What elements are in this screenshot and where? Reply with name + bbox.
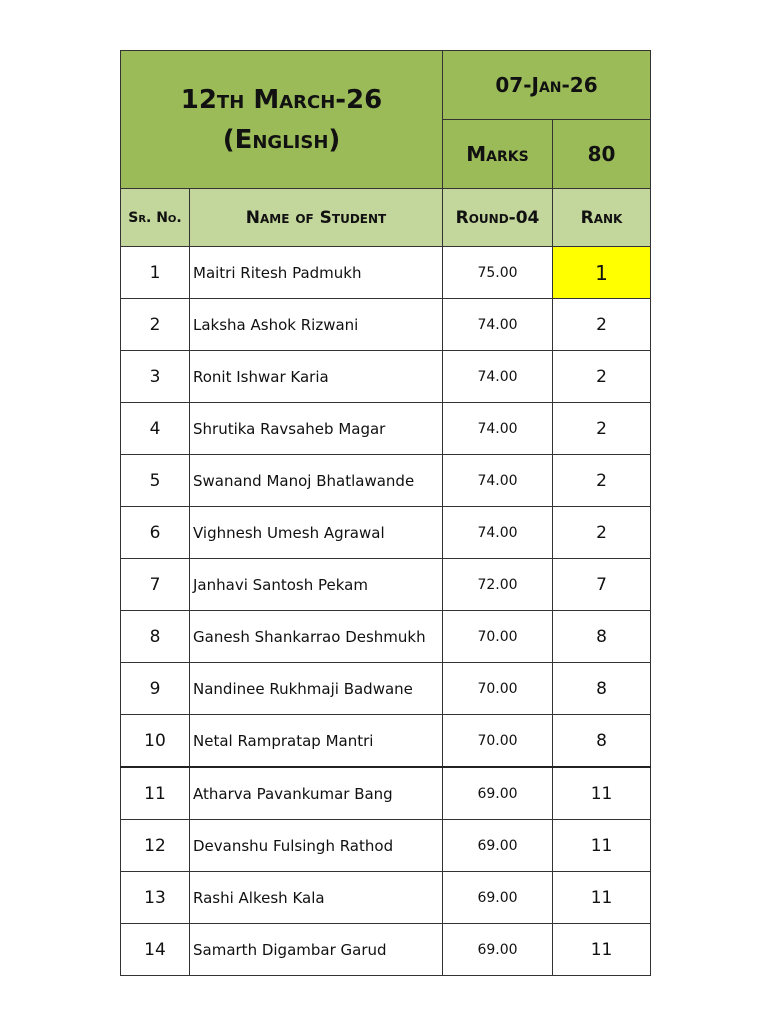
- table-row: [121, 455, 651, 507]
- sr-no-cell: 1: [121, 247, 190, 299]
- sr-no-cell: 10: [121, 715, 190, 768]
- sr-no-cell: 3: [121, 351, 190, 403]
- sr-no-cell: 6: [121, 507, 190, 559]
- table-row: [121, 403, 651, 455]
- exam-title-line1: 12th March-26: [180, 84, 383, 115]
- marks-cell: 69.00: [443, 767, 553, 820]
- sr-no-cell: 8: [121, 611, 190, 663]
- exam-title-line2: (English): [222, 124, 341, 155]
- table-row: [121, 924, 651, 976]
- rank-cell: 8: [553, 715, 651, 768]
- exam-title: [121, 51, 443, 189]
- table-row: [121, 767, 651, 820]
- marks-cell: 74.00: [443, 507, 553, 559]
- sr-no-cell: 7: [121, 559, 190, 611]
- exam-date: 07-Jan-26: [443, 51, 651, 120]
- rank-cell: 2: [553, 351, 651, 403]
- col-header-round: Round-04: [443, 189, 553, 247]
- marks-cell: 74.00: [443, 351, 553, 403]
- table-row: [121, 351, 651, 403]
- student-name-cell: Atharva Pavankumar Bang: [190, 767, 443, 820]
- student-name-cell: Maitri Ritesh Padmukh: [190, 247, 443, 299]
- sr-no-cell: 5: [121, 455, 190, 507]
- rank-cell: 11: [553, 820, 651, 872]
- student-name-cell: Laksha Ashok Rizwani: [190, 299, 443, 351]
- table-row: [121, 663, 651, 715]
- marks-cell: 69.00: [443, 820, 553, 872]
- sr-no-cell: 4: [121, 403, 190, 455]
- student-name-cell: Shrutika Ravsaheb Magar: [190, 403, 443, 455]
- marks-cell: 69.00: [443, 924, 553, 976]
- sr-no-cell: 11: [121, 767, 190, 820]
- marks-cell: 70.00: [443, 611, 553, 663]
- col-header-name: Name of Student: [190, 189, 443, 247]
- marks-cell: 74.00: [443, 403, 553, 455]
- student-name-cell: Nandinee Rukhmaji Badwane: [190, 663, 443, 715]
- rank-cell: 8: [553, 663, 651, 715]
- table-row: [121, 715, 651, 768]
- col-header-rank: Rank: [553, 189, 651, 247]
- rank-cell: 2: [553, 455, 651, 507]
- marks-total: 80: [553, 120, 651, 189]
- table-row: [121, 507, 651, 559]
- rank-cell: 7: [553, 559, 651, 611]
- rank-cell: 11: [553, 767, 651, 820]
- student-name-cell: Samarth Digambar Garud: [190, 924, 443, 976]
- marks-cell: 69.00: [443, 872, 553, 924]
- rank-cell: 8: [553, 611, 651, 663]
- student-name-cell: Swanand Manoj Bhatlawande: [190, 455, 443, 507]
- student-name-cell: Netal Rampratap Mantri: [190, 715, 443, 768]
- student-name-cell: Janhavi Santosh Pekam: [190, 559, 443, 611]
- sr-no-cell: 12: [121, 820, 190, 872]
- student-name-cell: Devanshu Fulsingh Rathod: [190, 820, 443, 872]
- sr-no-cell: 14: [121, 924, 190, 976]
- table-row: [121, 299, 651, 351]
- student-name-cell: Ronit Ishwar Karia: [190, 351, 443, 403]
- col-header-sr-no: Sr. No.: [121, 189, 190, 247]
- rank-cell: 11: [553, 924, 651, 976]
- marks-cell: 74.00: [443, 455, 553, 507]
- student-name-cell: Rashi Alkesh Kala: [190, 872, 443, 924]
- table-row: [121, 820, 651, 872]
- rank-cell: 2: [553, 507, 651, 559]
- results-table: [120, 50, 651, 976]
- rank-cell-top: 1: [553, 247, 651, 299]
- sr-no-cell: 9: [121, 663, 190, 715]
- table-row: [121, 247, 651, 299]
- marks-cell: 72.00: [443, 559, 553, 611]
- rank-cell: 2: [553, 403, 651, 455]
- rank-cell: 11: [553, 872, 651, 924]
- marks-cell: 70.00: [443, 663, 553, 715]
- sr-no-cell: 2: [121, 299, 190, 351]
- sr-no-cell: 13: [121, 872, 190, 924]
- table-row: [121, 872, 651, 924]
- rank-cell: 2: [553, 299, 651, 351]
- table-row: [121, 611, 651, 663]
- table-body: [121, 247, 651, 976]
- student-name-cell: Ganesh Shankarrao Deshmukh: [190, 611, 443, 663]
- marks-cell: 74.00: [443, 299, 553, 351]
- marks-cell: 75.00: [443, 247, 553, 299]
- marks-cell: 70.00: [443, 715, 553, 768]
- student-name-cell: Vighnesh Umesh Agrawal: [190, 507, 443, 559]
- table-row: [121, 559, 651, 611]
- marks-label: Marks: [443, 120, 553, 189]
